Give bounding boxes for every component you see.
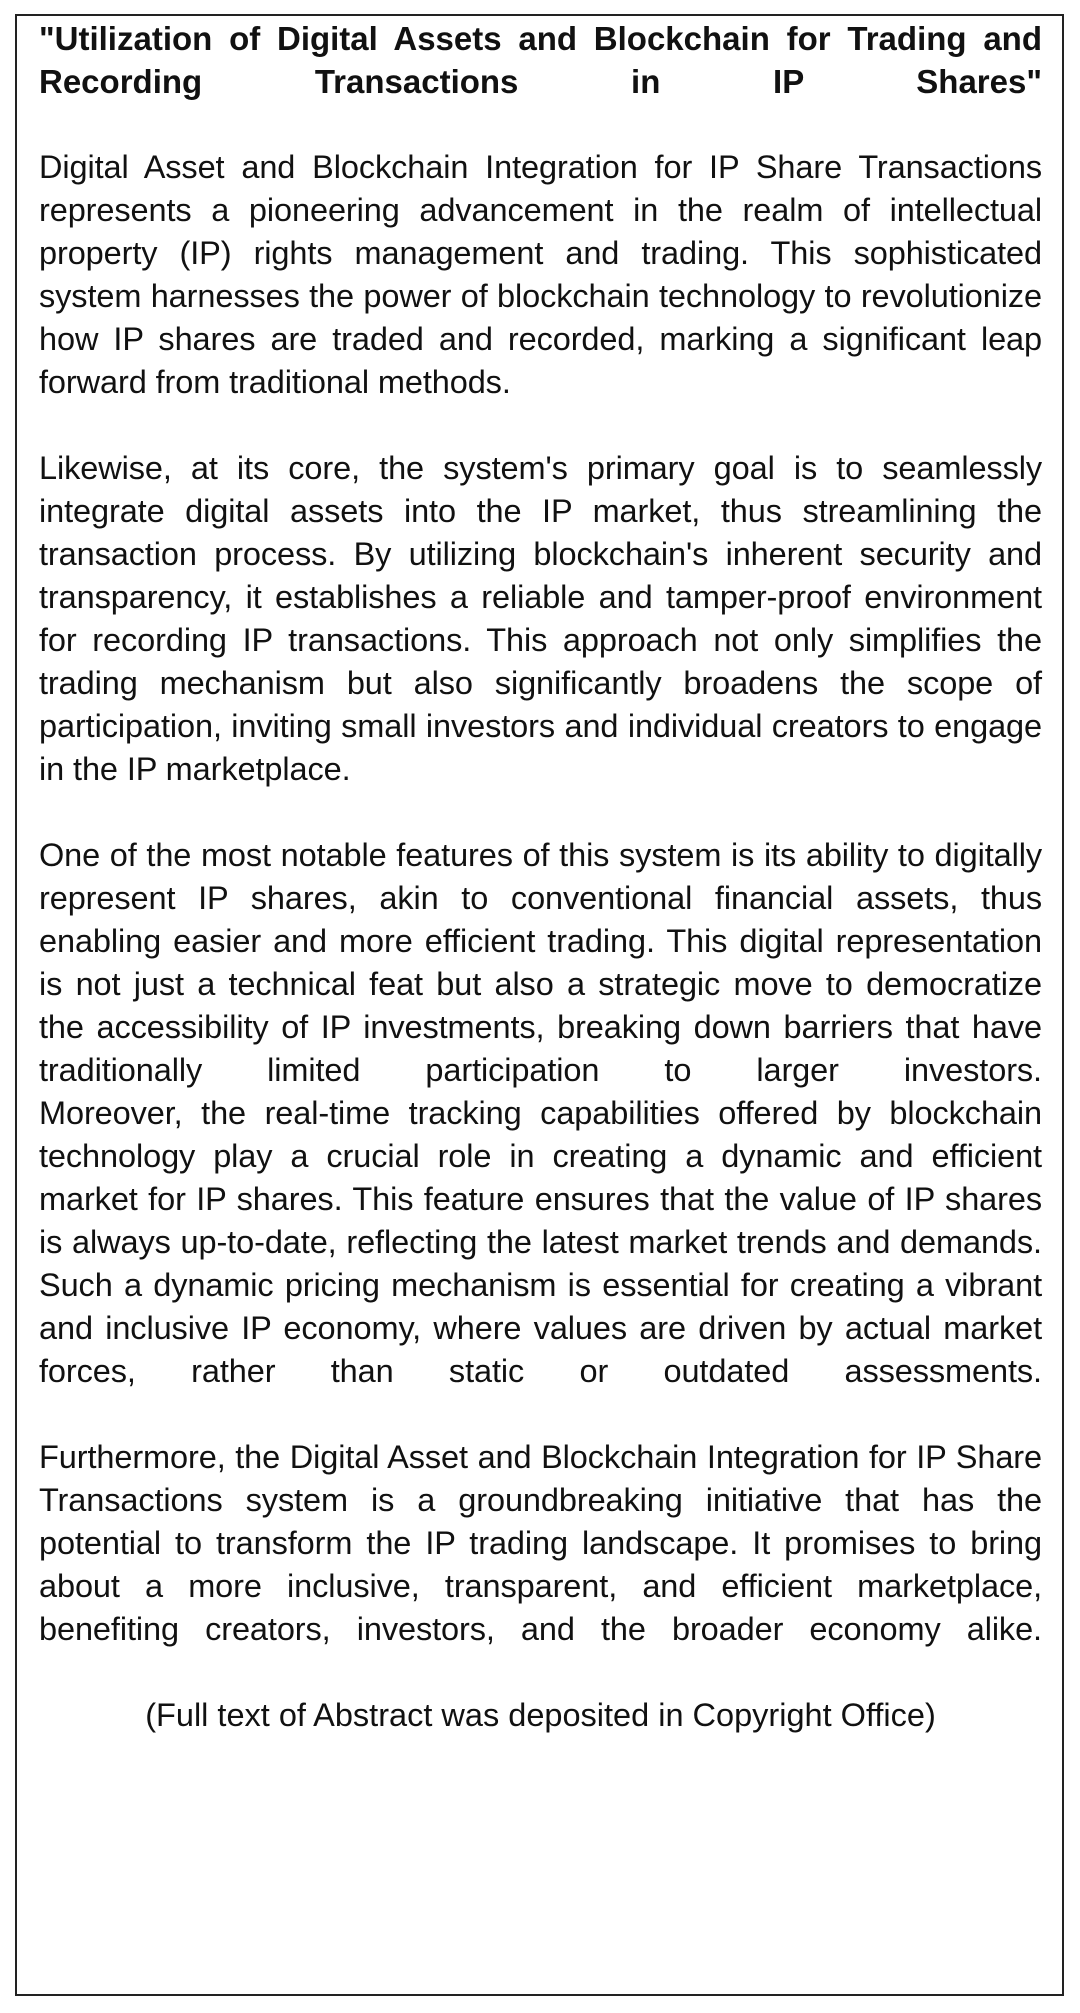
spacer xyxy=(39,1651,1042,1694)
spacer xyxy=(39,1393,1042,1436)
abstract-content xyxy=(39,16,1042,1737)
spacer xyxy=(39,404,1042,447)
paragraph-4: Moreover, the real-time tracking capabilities offered by blockchain technology play a crucial role in creating a dynamic and efficient market for IP shares. This feature ensures that the value of IP shares is always up-to-date, reflecting the latest market trends and demands. Such a dynamic pricing mechanism is essential for creating a vibrant and inclusive IP economy, where values are driven by actual market forces, rather than static or outdated assessments. xyxy=(39,1095,1042,1389)
footer-note: (Full text of Abstract was deposited in Copyright Office) xyxy=(145,1697,936,1733)
paragraph-3: One of the most notable features of this system is its ability to digitally represent IP shares, akin to conventional financial assets, thus enabling easier and more efficient trading. This digital representation is not just a technical feat but also a strategic move to democratize the accessibility of IP investments, breaking down barriers that have traditionally limited participation to larger investors. xyxy=(39,837,1042,1088)
paragraph-2: Likewise, at its core, the system's primary goal is to seamlessly integrate digital assets into the IP market, thus streamlining the transaction process. By utilizing blockchain's inherent security and transparency, it establishes a reliable and tamper-proof environment for recording IP transactions. This approach not only simplifies the trading mechanism but also significantly broadens the scope of participation, inviting small investors and individual creators to engage in the IP marketplace. xyxy=(39,450,1042,787)
abstract-frame xyxy=(15,14,1064,1996)
document-title: "Utilization of Digital Assets and Blockchain for Trading and Recording Transactions in IP Shares" xyxy=(39,20,1042,100)
spacer xyxy=(39,103,1042,146)
paragraph-5: Furthermore, the Digital Asset and Blockchain Integration for IP Share Transactions system is a groundbreaking initiative that has the potential to transform the IP trading landscape. It promises to bring about a more inclusive, transparent, and efficient marketplace, benefiting creators, investors, and the broader economy alike. xyxy=(39,1439,1042,1647)
paragraph-1: Digital Asset and Blockchain Integration for IP Share Transactions represents a pioneering advancement in the realm of intellectual property (IP) rights management and trading. This sophisticated system harnesses the power of blockchain technology to revolutionize how IP shares are traded and recorded, marking a significant leap forward from traditional methods. xyxy=(39,149,1042,400)
spacer xyxy=(39,791,1042,834)
